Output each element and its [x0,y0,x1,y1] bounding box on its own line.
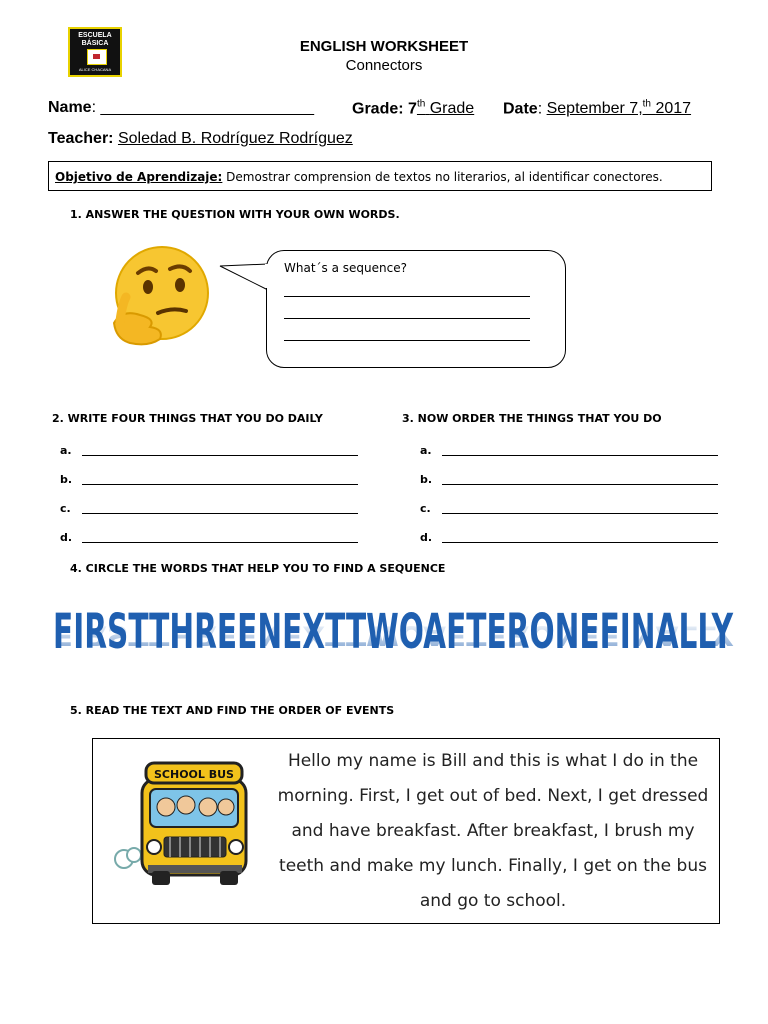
q3-label-a: a. [420,444,432,457]
sequence-wordart[interactable] [48,598,738,678]
answer-line-2[interactable] [284,318,530,319]
q3-label-b: b. [420,473,433,486]
date-value: September 7, [546,100,643,118]
q3-line-b[interactable] [442,484,718,485]
date-row [503,99,691,118]
teacher-name: Soledad B. Rodríguez Rodríguez [117,130,353,147]
q2-line-c[interactable] [82,513,358,514]
grade-label: Grade: [352,100,404,118]
answer-line-1[interactable] [284,296,530,297]
answer-line-3[interactable] [284,340,530,341]
q3-label-c: c. [420,502,431,515]
q2-line-a[interactable] [82,455,358,456]
name-blank[interactable]: : ________________________ [91,99,315,116]
bus-sign: SCHOOL BUS [154,768,234,781]
date-separator: : [537,100,543,118]
worksheet-subtitle: Connectors [345,57,423,74]
wordart-text: FIRSTTHREENEXTTWOAFTERONEFINALLY [53,604,734,660]
grade-sup: th [416,99,426,110]
objective-label: Objetivo de Aprendizaje: [55,170,223,184]
date-year: 2017 [655,100,692,118]
question-4: 4. CIRCLE THE WORDS THAT HELP YOU TO FIND A SEQUENCE [70,562,446,575]
question-1: 1. ANSWER THE QUESTION WITH YOUR OWN WORDS. [70,208,400,221]
q2-label-b: b. [60,473,73,486]
school-bus-icon [110,755,260,890]
q3-line-a[interactable] [442,455,718,456]
grade-number: 7 [408,100,417,118]
teacher-row [48,130,353,148]
objective-text: Demostrar comprension de textos no literarios, al identificar conectores. [222,170,663,184]
bubble-question: What´s a sequence? [284,261,407,275]
logo-text-top: ESCUELA BÁSICA [78,32,112,47]
grade-row [352,99,474,118]
bubble-tail-cover [262,262,270,290]
q2-line-b[interactable] [82,484,358,485]
wordart-reflection: FIRSTTHREENEXTTWOAFTERONEFINALLY [53,619,734,651]
logo-text-bottom: ALICE CHACANA [78,67,112,72]
q3-line-c[interactable] [442,513,718,514]
q3-label-d: d. [420,531,433,544]
q3-line-d[interactable] [442,542,718,543]
story-text: Hello my name is Bill and this is what I do in the morning. First, I get out of bed. Next, I get dressed and have breakfast. After breakfast, I brush my teeth and make my lunch. Finally, I get on the bus and go to school. [277,751,709,911]
question-3: 3. NOW ORDER THE THINGS THAT YOU DO [402,412,662,425]
q2-label-a: a. [60,444,72,457]
worksheet-title: ENGLISH WORKSHEET [299,38,469,55]
name-label: Name [48,99,92,116]
name-row [48,99,314,117]
date-sup: th [642,99,651,110]
q2-line-d[interactable] [82,542,358,543]
date-label: Date [503,100,538,118]
objective-box [48,161,712,191]
grade-word: Grade [429,100,475,118]
teacher-label: Teacher: [48,130,114,147]
question-2: 2. WRITE FOUR THINGS THAT YOU DO DAILY [52,412,323,425]
thinking-face-icon [100,243,225,353]
q2-label-c: c. [60,502,71,515]
question-5: 5. READ THE TEXT AND FIND THE ORDER OF EVENTS [70,704,395,717]
q2-label-d: d. [60,531,73,544]
